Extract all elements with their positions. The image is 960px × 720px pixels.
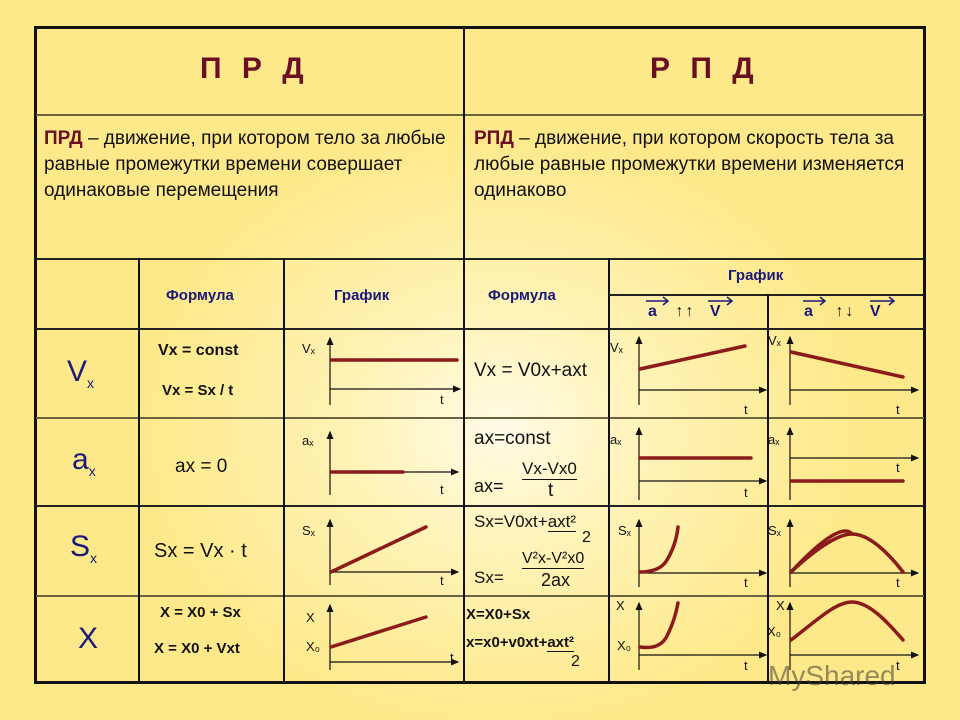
row-label-acceleration: $a_x$ <box>72 443 96 479</box>
svg-text:aₓ: aₓ <box>768 432 780 447</box>
row-label-displacement: $S_x$ <box>70 530 98 566</box>
column-header-graph: График <box>728 267 784 284</box>
formula: Sx = Vx · t <box>154 540 247 562</box>
row-label-coordinate: X <box>78 622 99 655</box>
formula: X=X0+Sx <box>466 606 531 623</box>
svg-text:Vₓ: Vₓ <box>610 340 623 355</box>
svg-text:t: t <box>744 575 748 590</box>
svg-text:X₀: X₀ <box>617 638 632 653</box>
fraction-numerator: Vx-Vx0 <box>522 459 577 478</box>
subheader-codirectional: a ↑↑ V <box>648 303 721 320</box>
formula: Vx = Sx / t <box>162 382 234 399</box>
fraction-numerator: V²x-V²x0 <box>522 550 585 567</box>
svg-text:t: t <box>896 460 900 475</box>
opposite-arrows-icon: ↑↓ <box>835 303 856 320</box>
rpd-term: РПД <box>474 128 514 149</box>
svg-text:Vₓ: Vₓ <box>768 333 781 348</box>
svg-text:X₀: X₀ <box>306 639 321 654</box>
svg-text:X: X <box>616 598 625 613</box>
svg-text:t: t <box>896 575 900 590</box>
fraction-denominator: 2 <box>571 653 580 670</box>
formula: ax = 0 <box>175 456 228 477</box>
rpd-title: Р П Д <box>650 52 760 85</box>
svg-text:Sₓ: Sₓ <box>302 523 315 538</box>
formula: Vx = const <box>158 342 239 359</box>
formula: Vx = V0x+axt <box>474 360 588 381</box>
svg-text:t: t <box>450 650 454 665</box>
formula: Sx= <box>474 568 504 587</box>
svg-text:t: t <box>440 573 444 588</box>
row-label-velocity: $V_x$ <box>67 355 95 391</box>
svg-text:X: X <box>776 598 785 613</box>
svg-text:X₀: X₀ <box>767 624 782 639</box>
svg-text:Sₓ: Sₓ <box>768 523 781 538</box>
prd-title: П Р Д <box>200 52 310 85</box>
svg-text:t: t <box>440 392 444 407</box>
svg-text:aₓ: aₓ <box>610 432 622 447</box>
svg-text:X: X <box>306 610 315 625</box>
svg-text:t: t <box>440 482 444 497</box>
fraction-denominator: t <box>548 480 554 501</box>
svg-text:t: t <box>744 485 748 500</box>
formula: Sx=V0xt+axt² <box>474 512 577 531</box>
svg-text:aₓ: aₓ <box>302 433 314 448</box>
rpd-definition: РПД – движение, при котором скорость тела за любые равные промежутки времени изменяется одинаково <box>474 128 905 201</box>
prd-definition: ПРД – движение, при котором тело за любые равные промежутки времени совершает одинаковые перемещения <box>44 128 446 201</box>
column-header-graph: График <box>334 287 390 304</box>
fraction-denominator: 2ax <box>541 570 571 590</box>
svg-text:Sₓ: Sₓ <box>618 523 631 538</box>
formula: ax=const <box>474 428 551 449</box>
codirectional-arrows-icon: ↑↑ <box>675 303 696 320</box>
watermark: MyShared <box>768 660 896 691</box>
fraction-denominator: 2 <box>582 529 591 546</box>
svg-text:t: t <box>896 402 900 417</box>
formula: x=x0+v0xt+axt² <box>466 634 575 651</box>
svg-text:t: t <box>744 402 748 417</box>
svg-text:t: t <box>896 658 900 673</box>
column-header-formula: Формула <box>488 287 556 304</box>
formula: X = X0 + Sx <box>160 604 241 621</box>
formula: X = X0 + Vxt <box>154 640 240 657</box>
svg-text:Vₓ: Vₓ <box>302 341 315 356</box>
column-header-formula: Формула <box>166 287 234 304</box>
svg-text:t: t <box>744 658 748 673</box>
formula: ax= <box>474 476 504 496</box>
prd-term: ПРД <box>44 128 83 149</box>
subheader-opposite: a ↑↓ V <box>804 303 881 320</box>
